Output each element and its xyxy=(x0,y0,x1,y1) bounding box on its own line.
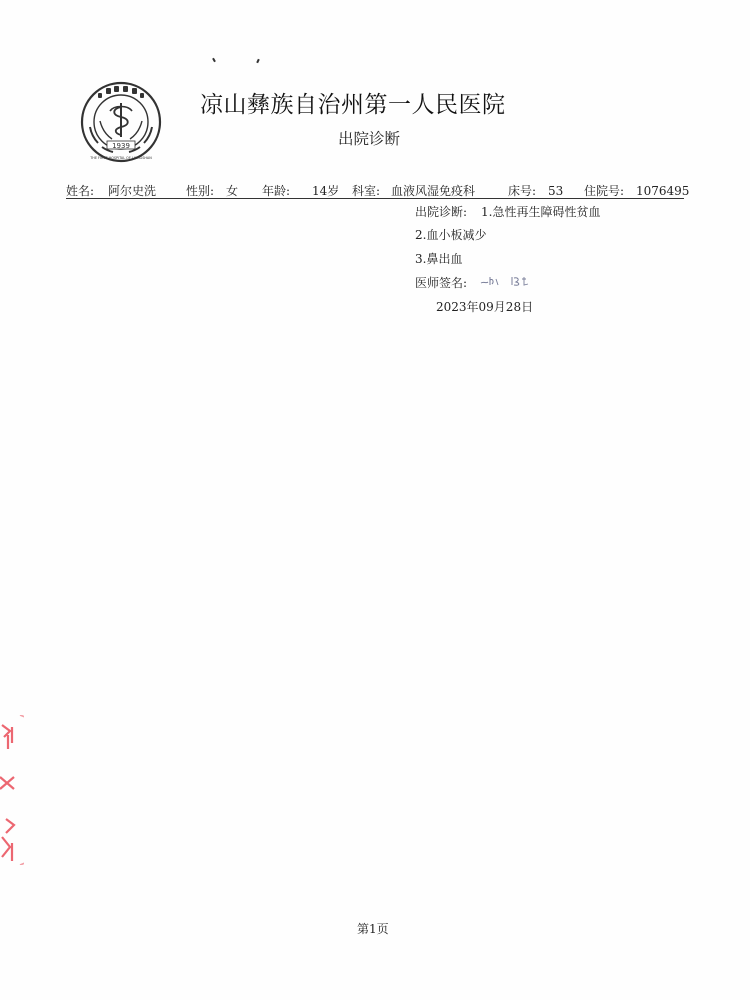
hospital-stamp-icon xyxy=(0,715,24,865)
scan-mark xyxy=(256,59,260,63)
name-value: 阿尔史洗 xyxy=(108,184,157,198)
gender-value: 女 xyxy=(226,184,239,198)
handwritten-signature-icon xyxy=(478,272,538,290)
admission-value: 1076495 xyxy=(636,184,690,198)
admission-label: 住院号: xyxy=(584,184,625,198)
age-value: 14岁 xyxy=(312,184,340,198)
diagnosis-item: 3.鼻出血 xyxy=(415,252,463,266)
name-label: 姓名: xyxy=(66,184,95,198)
bed-label: 床号: xyxy=(508,184,537,198)
diagnosis-item: 1.急性再生障碍性贫血 xyxy=(481,205,601,219)
diagnosis-label: 出院诊断: xyxy=(415,205,468,219)
dept-value: 血液风湿免疫科 xyxy=(391,184,476,198)
signature-label: 医师签名: xyxy=(415,276,468,290)
scan-mark xyxy=(212,58,216,62)
patient-info-row xyxy=(66,184,690,198)
logo-ring-text: THE FIRST HOSPITAL OF LIANGSHAN xyxy=(90,156,152,160)
bed-value: 53 xyxy=(548,184,564,198)
hospital-name: 凉山彝族自治州第一人民医院 xyxy=(200,92,506,118)
page-number: 第1页 xyxy=(357,922,389,936)
logo-year: 1939 xyxy=(112,142,130,150)
hospital-emblem-icon xyxy=(80,81,162,163)
age-label: 年龄: xyxy=(262,184,291,198)
gender-label: 性别: xyxy=(186,184,215,198)
document-title: 出院诊断 xyxy=(338,130,401,148)
header-divider xyxy=(66,198,684,199)
dept-label: 科室: xyxy=(352,184,381,198)
diagnosis-item: 2.血小板减少 xyxy=(415,228,487,242)
discharge-date: 2023年09月28日 xyxy=(436,300,534,314)
